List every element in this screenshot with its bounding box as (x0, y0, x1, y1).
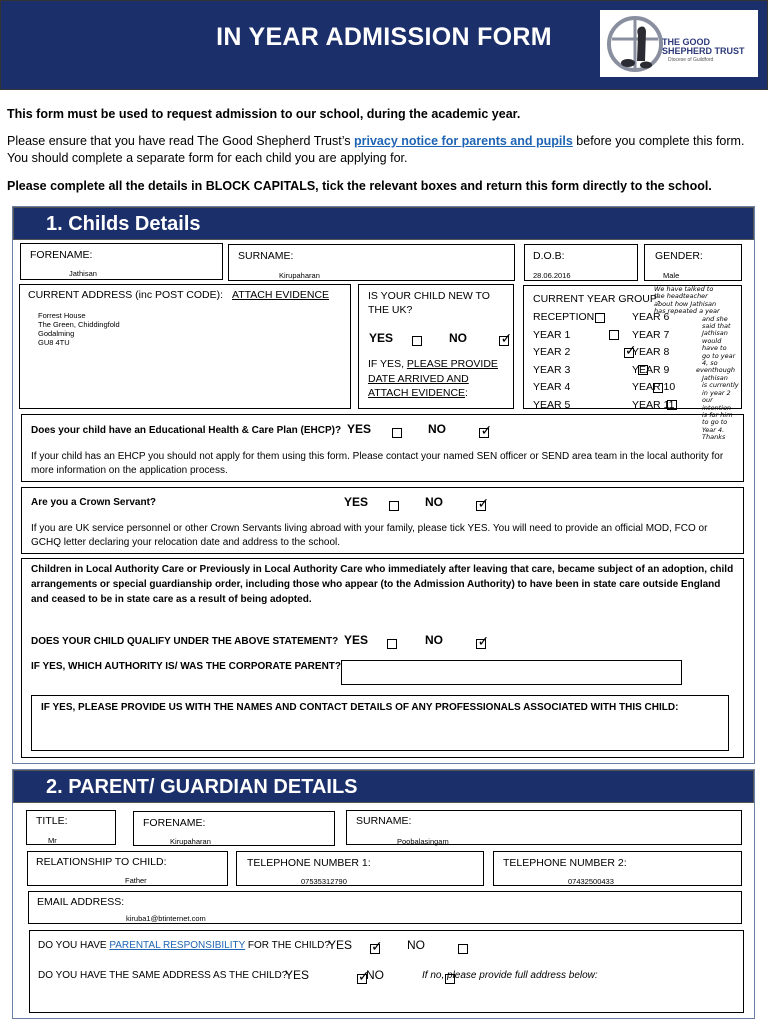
year-group-left-col: RECEPTION YEAR 1 YEAR 2 YEAR 3 YEAR 4 YEAR 5 (533, 311, 595, 411)
logo-text: THE GOOD SHEPHERD TRUST (662, 37, 745, 56)
pr-no-checkbox[interactable] (458, 944, 468, 954)
telephone-2-field[interactable]: TELEPHONE NUMBER 2: 07432500433 (493, 851, 742, 886)
ehcp-box: Does your child have an Educational Health & Care Plan (EHCP)? YES NO ✓ If your child has an EHCP you should not apply for them using this form. Please contact your named SEN officer or SEND area team in the local authority for more information on the application process. (21, 414, 744, 482)
parent-forename-field[interactable]: FORENAME: Kirupaharan (133, 811, 335, 846)
qualify-yes-checkbox[interactable] (387, 639, 397, 649)
section-2-header: 2. PARENT/ GUARDIAN DETAILS (13, 770, 754, 803)
child-address-field[interactable]: CURRENT ADDRESS (inc POST CODE): ATTACH EVIDENCE Forrest House The Green, Chiddingfold Godalming GU8 4TU (19, 284, 351, 409)
pr-yes-checkbox[interactable] (370, 944, 380, 954)
crown-no-checkbox[interactable] (476, 501, 486, 511)
parental-responsibility-link[interactable]: PARENTAL RESPONSIBILITY (109, 940, 246, 951)
telephone-1-field[interactable]: TELEPHONE NUMBER 1: 07535312790 (236, 851, 484, 886)
child-surname-field[interactable]: SURNAME: Kirupaharan (228, 244, 515, 281)
new-to-uk-box: IS YOUR CHILD NEW TO THE UK? YES NO ✓ IF YES, PLEASE PROVIDE DATE ARRIVED AND ATTACH EVIDENCE: (358, 284, 514, 409)
professionals-input[interactable]: IF YES, PLEASE PROVIDE US WITH THE NAMES AND CONTACT DETAILS OF ANY PROFESSIONALS ASSOCIATED WITH THIS CHILD: (31, 695, 729, 751)
header-banner (0, 0, 768, 90)
ehcp-no-checkbox[interactable] (479, 428, 489, 438)
new-uk-note: IF YES, PLEASE PROVIDE DATE ARRIVED AND ATTACH EVIDENCE: (368, 358, 498, 399)
crown-yes-checkbox[interactable] (389, 501, 399, 511)
parental-questions-box: DO YOU HAVE PARENTAL RESPONSIBILITY FOR THE CHILD? YES ✓ NO DO YOU HAVE THE SAME ADDRESS AS THE CHILD? YES ✓ NO If no, please provide full address below: (29, 930, 744, 1013)
attach-evidence-label: ATTACH EVIDENCE (232, 289, 330, 301)
section-1-header: 1. Childs Details (13, 207, 754, 240)
child-gender-field[interactable]: GENDER: Male (644, 244, 742, 281)
trust-logo (600, 10, 758, 77)
year-reception-checkbox[interactable] (595, 313, 605, 323)
form-title: IN YEAR ADMISSION FORM (216, 23, 552, 51)
year-group-right-col: YEAR 6 YEAR 7 YEAR 8 YEAR 9 YEAR 10 YEAR 11 (632, 311, 676, 411)
corporate-parent-input[interactable] (341, 660, 682, 685)
shepherd-logo-icon (606, 15, 664, 73)
new-uk-yes-checkbox[interactable] (412, 336, 422, 346)
new-uk-no-checkbox[interactable] (499, 336, 509, 346)
looked-after-box: Children in Local Authority Care or Previously in Local Authority Care who immediately after leaving that care, became subject of an adoption, child arrangements or special guardianship order, including those who appear (to the Admission Authority) to have been in state care outside England and ceased to be in state care as a result of being adopted. DOES YOUR CHILD QUALIFY UNDER THE ABOVE STATEMENT? YES NO ✓ IF YES, WHICH AUTHORITY IS/ WAS THE CORPORATE PARENT? IF YES, PLEASE PROVIDE US WITH THE NAMES AND CONTACT DETAILS OF ANY PROFESSIONALS ASSOCIATED WITH THIS CHILD: (21, 558, 744, 758)
handwritten-note: We have talked to the headteacher about how Jathisan has repeated a year and she said that Jathisan would have to go to year 4, so eventhough Jathisan is currently in year 2 our intention is for him to go to Year 4. Thanks (654, 285, 739, 442)
intro-line-3: Please complete all the details in BLOCK CAPITALS, tick the relevant boxes and return this form directly to the school. (7, 179, 712, 193)
parent-surname-field[interactable]: SURNAME: Poobalasingam (346, 810, 742, 845)
year-group-box: CURRENT YEAR GROUP: RECEPTION YEAR 1 YEAR 2 YEAR 3 YEAR 4 YEAR 5 ✓ YEAR 6 YEAR 7 YEAR 8 YEAR 9 YEAR 10 YEAR 11 We have talked to the headteacher about how Jathisan has repeated a year and she said that Jathisan would have to go to year 4, so eventhough Jathisan is currently in year 2 our intention is for him to go to Year 4. Thanks (523, 285, 742, 409)
intro-line-2: Please ensure that you have read The Good Shepherd Trust’s privacy notice for parents and pupils before you complete this form. You should complete a separate form for each child you are applying for. (7, 134, 745, 165)
intro-line-1: This form must be used to request admission to our school, during the academic year. (7, 107, 521, 121)
parental-responsibility-question: DO YOU HAVE PARENTAL RESPONSIBILITY FOR THE CHILD? (38, 940, 330, 951)
email-field[interactable]: EMAIL ADDRESS: kiruba1@btinternet.com (28, 891, 742, 924)
relationship-field[interactable]: RELATIONSHIP TO CHILD: Father (27, 851, 228, 886)
child-forename-field[interactable]: FORENAME: Jathisan (20, 243, 223, 280)
child-dob-field[interactable]: D.O.B: 28.06.2016 (524, 244, 638, 281)
logo-subtext: Diocese of Guildford (668, 57, 714, 63)
year-1-checkbox[interactable] (609, 330, 619, 340)
child-address-value: Forrest House The Green, Chiddingfold Godalming GU8 4TU (38, 311, 120, 347)
qualify-no-checkbox[interactable] (476, 639, 486, 649)
privacy-notice-link[interactable]: privacy notice for parents and pupils (354, 134, 573, 148)
parent-title-field[interactable]: TITLE: Mr (26, 810, 116, 845)
crown-servant-box: Are you a Crown Servant? YES NO ✓ If you are UK service personnel or other Crown Servants living abroad with your family, please tick YES. You will need to provide an official MOD, FCO or GCHQ letter declaring your relocation date and address to the school. (21, 487, 744, 554)
ehcp-yes-checkbox[interactable] (392, 428, 402, 438)
